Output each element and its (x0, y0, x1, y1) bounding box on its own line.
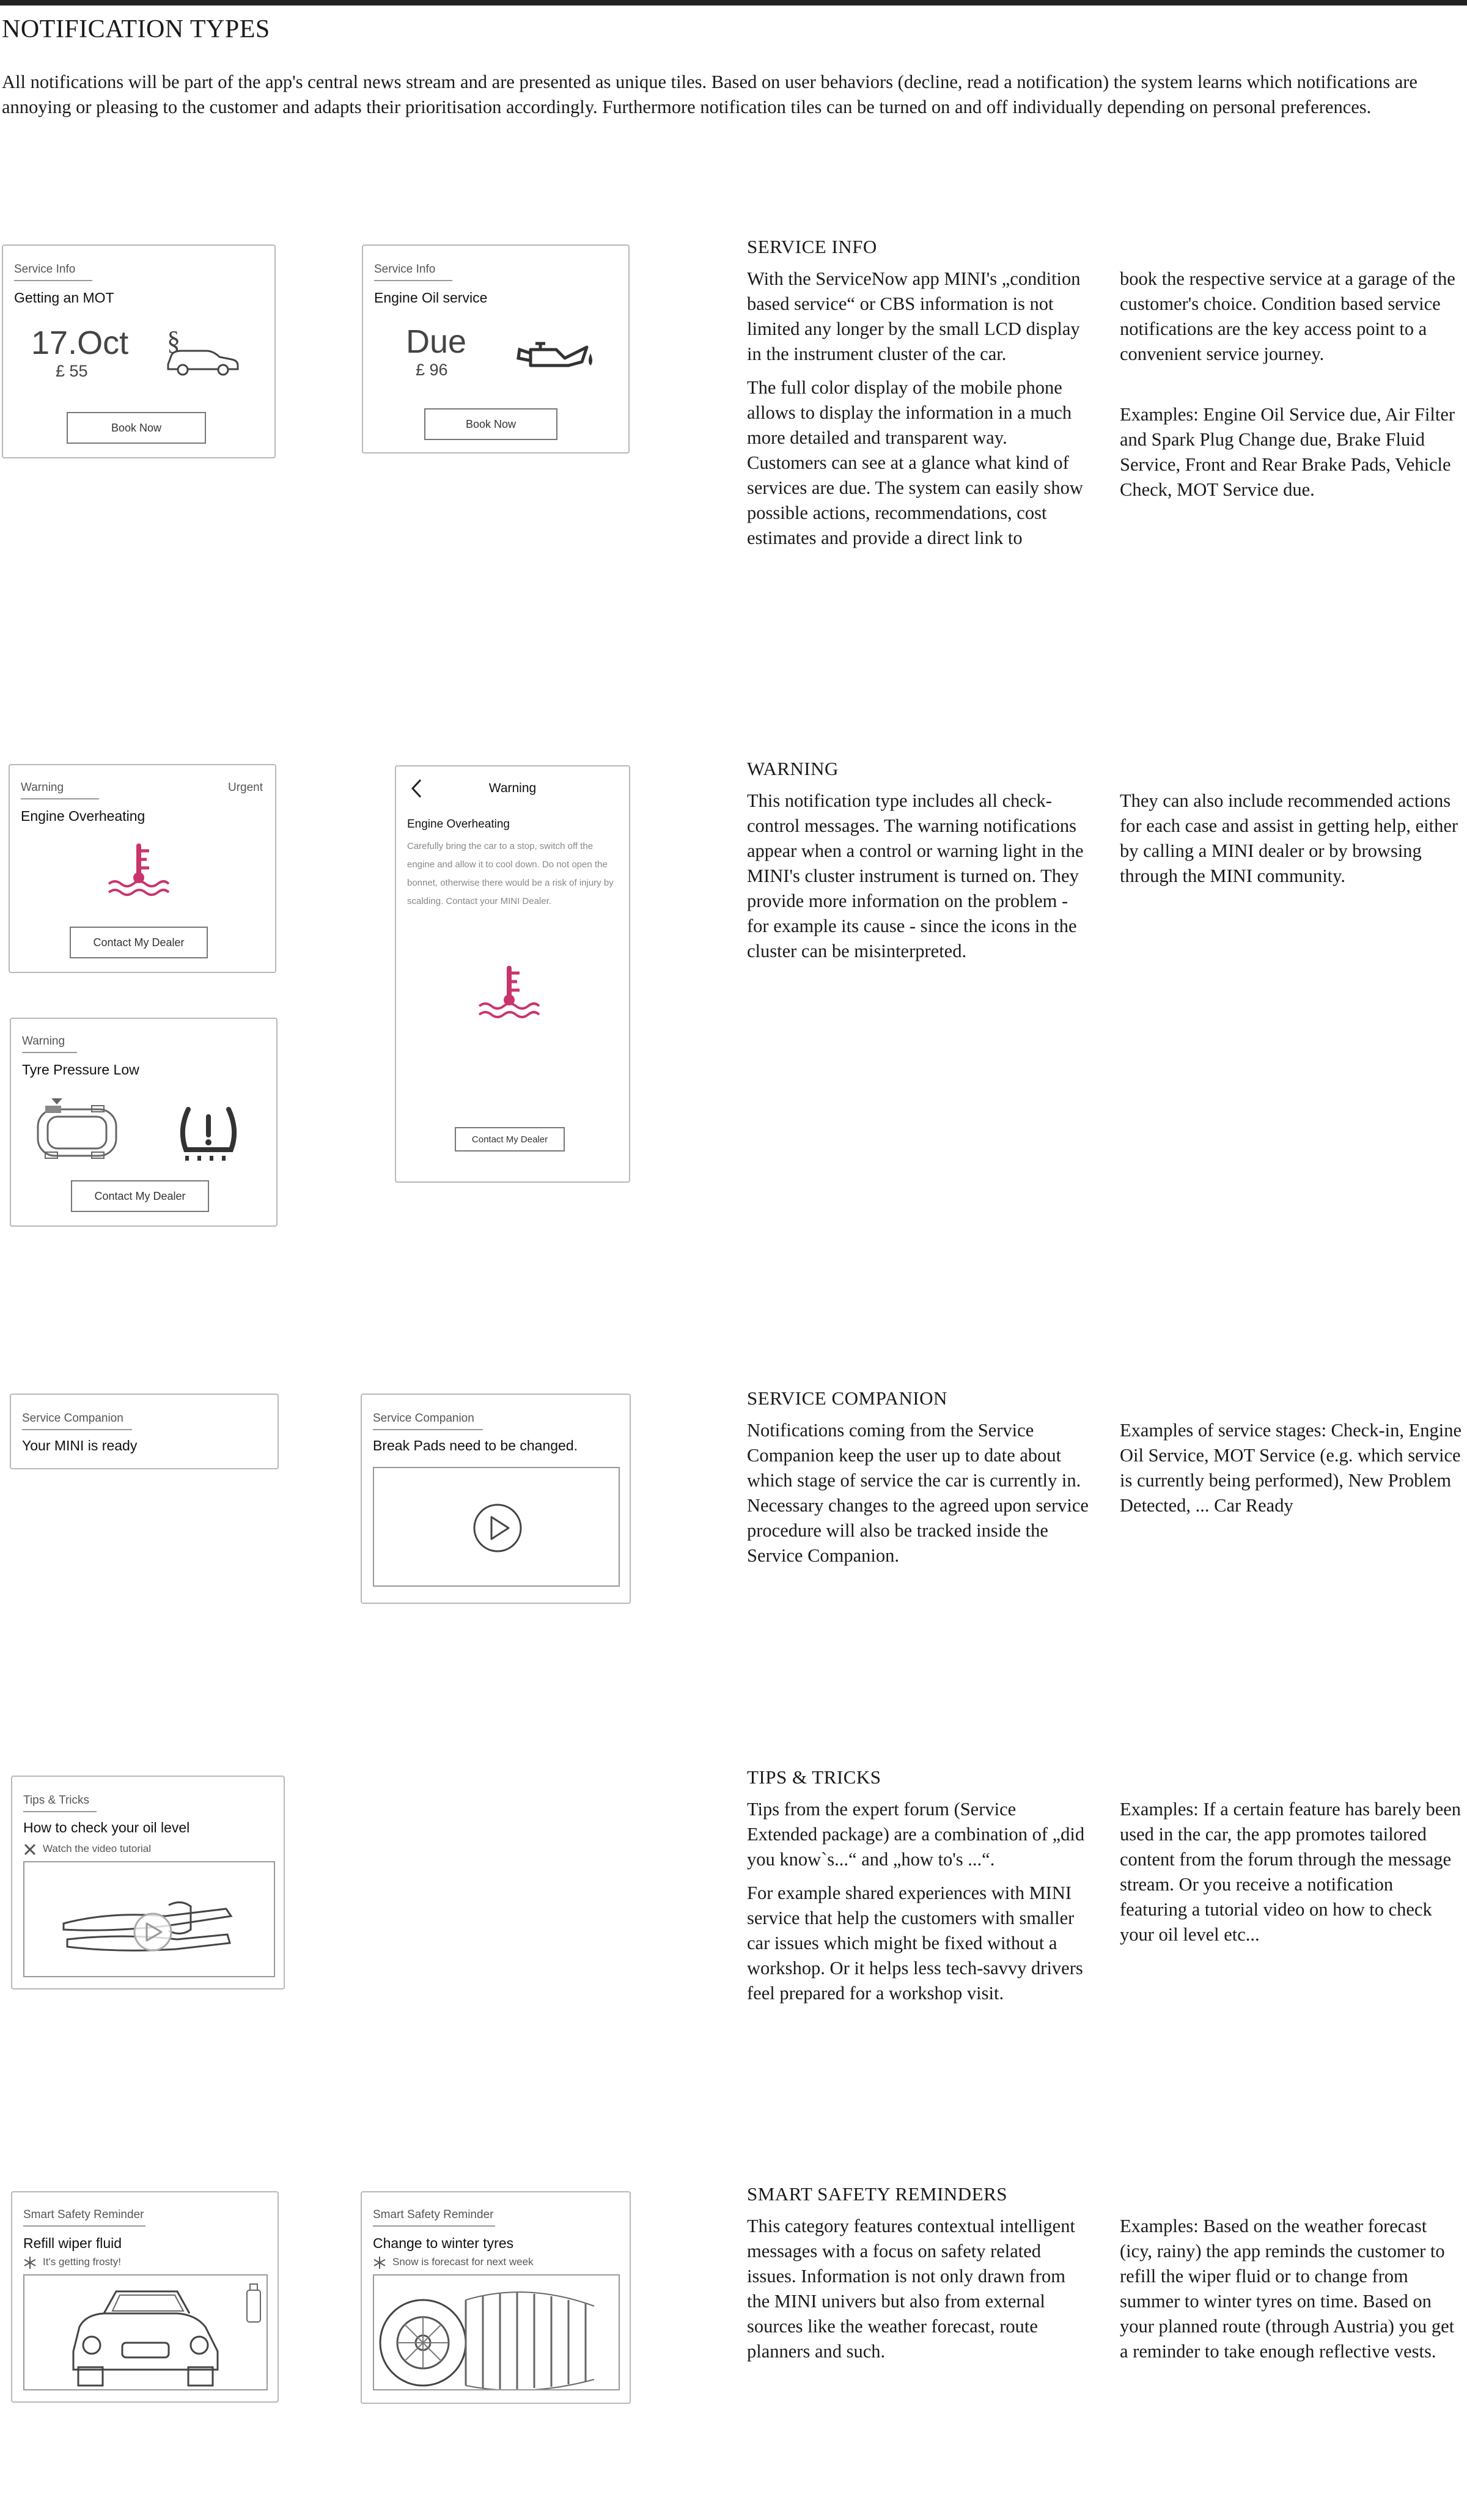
card-title: How to check your oil level (23, 1820, 190, 1835)
paragraph: With the ServiceNow app MINI's „condition based service“ or CBS information is not limited any longer by the small LCD display in the instrument cluster of the car. (747, 268, 1081, 364)
card-title: Your MINI is ready (22, 1438, 138, 1453)
card-category: Service Companion (373, 1412, 474, 1425)
companion-column-1: Notifications coming from the Service Companion keep the user up to date about which stage of service the car is currently in. Necessary changes to the agreed upon service procedure will also be tracked inside the Service Companion. (747, 1420, 1089, 1566)
card-subtitle: It's getting frosty! (43, 2256, 121, 2268)
card-subtitle: Watch the video tutorial (43, 1843, 152, 1854)
section-title-safety: SMART SAFETY REMINDERS (747, 2183, 1007, 2205)
paragraph: book the respective service at a garage of the customer's choice. Condition based service notifications are the key access point to a convenient service journey. (1120, 268, 1455, 364)
service-date: 17.Oct (31, 325, 129, 361)
tyre-pressure-icon (175, 1102, 242, 1163)
card-title: Break Pads need to be changed. (373, 1438, 578, 1453)
contact-dealer-button[interactable]: Contact My Dealer (71, 1180, 209, 1212)
divider (14, 280, 92, 281)
card-category: Warning (21, 781, 64, 794)
detail-header: Warning (488, 781, 537, 795)
snowflake-icon (23, 2256, 37, 2269)
card-title: Engine Oil service (374, 290, 488, 306)
service-info-column-2 (1120, 266, 1462, 502)
car-paragraph-icon (163, 326, 243, 377)
paragraph: For example shared experiences with MINI service that help the customers with smaller car issues which might be fixed without a workshop. Or it helps less tech-savvy drivers feel prepared for a workshop visit. (747, 1883, 1083, 2004)
paragraph: Examples: Engine Oil Service due, Air Filter and Spark Plug Change due, Brake Fluid Service, Front and Rear Brake Pads, Vehicle Check, MOT Service due. (1120, 404, 1455, 500)
intro-paragraph: All notifications will be part of the app's central news stream and are presented as unique tiles. Based on user behaviors (decline, read a notification) the system learns which notifications are annoying or pleasing to the customer and adapts their prioritisation accordingly. Furthermore notification tiles can be turned on and off individually depending on personal preferences. (2, 72, 1417, 117)
card-title: Tyre Pressure Low (22, 1062, 139, 1078)
video-thumbnail[interactable] (23, 1861, 275, 1977)
divider (373, 1429, 483, 1430)
divider (23, 1811, 97, 1812)
page-title: NOTIFICATION TYPES (2, 15, 270, 43)
urgency-label: Urgent (227, 781, 263, 794)
svg-text:§: § (167, 326, 180, 356)
divider (22, 1429, 132, 1430)
warning-engine-card[interactable] (9, 764, 276, 973)
service-price: £ 96 (416, 361, 448, 379)
section-title-tips: TIPS & TRICKS (747, 1766, 881, 1788)
coolant-temperature-icon (105, 843, 172, 898)
warning-tyre-card[interactable] (10, 1018, 278, 1227)
card-title: Engine Overheating (21, 808, 145, 824)
warning-column-1: This notification type includes all check-control messages. The warning notifications appear when a control or warning light in the MINI's cluster instrument is turned on. They provide more information on the problem - for example its cause - since the icons in the cluster can be misinterpreted. (747, 790, 1084, 961)
card-category: Warning (22, 1035, 65, 1048)
oil-can-icon (513, 331, 605, 374)
service-info-column-1 (747, 266, 1089, 551)
tyre-stack-drawing (374, 2276, 620, 2390)
safety-wiper-card[interactable] (11, 2191, 279, 2403)
section-title-service-info: SERVICE INFO (747, 236, 877, 257)
card-title: Getting an MOT (14, 290, 114, 306)
tips-card[interactable] (11, 1776, 285, 1989)
card-category: Service Companion (22, 1412, 123, 1425)
tips-column-2: Examples: If a certain feature has barely been used in the car, the app promotes tailored content from the forum through the message stream. Or you receive a notification featuring a tutorial video on how to check your oil level etc... (1120, 1799, 1461, 1945)
warning-detail-screen (395, 765, 630, 1183)
divider (374, 280, 452, 281)
coolant-temperature-icon (476, 966, 543, 1021)
tyres-illustration (373, 2274, 620, 2390)
card-category: Tips & Tricks (23, 1794, 90, 1807)
video-player[interactable] (373, 1467, 620, 1587)
detail-title: Engine Overheating (407, 818, 510, 831)
tools-illustration (61, 1881, 238, 1960)
card-category: Smart Safety Reminder (23, 2208, 144, 2221)
safety-column-2: Examples: Based on the weather forecast (icy, rainy) the app reminds the customer to refill the wiper fluid or to change from summer to winter tyres on time. Based on your planned route (through Austria) you get a reminder to take enough reflective vests. (1120, 2216, 1455, 2362)
divider (21, 798, 99, 799)
safety-tyres-card[interactable] (361, 2191, 631, 2404)
section-title-service-companion: SERVICE COMPANION (747, 1387, 947, 1409)
service-info-mot-card[interactable] (2, 244, 276, 458)
mini-car-drawing (61, 2284, 232, 2388)
card-category: Service Info (374, 263, 436, 276)
car-top-view-icon (33, 1096, 125, 1163)
card-category: Service Info (14, 263, 76, 276)
safety-column-1: This category features contextual intelligent messages with a focus on safety related issues. Information is not only drawn from the MINI univers but also from external sources like the weather forecast, route planners and such. (747, 2216, 1075, 2362)
service-status: Due (406, 323, 467, 360)
card-subtitle: Snow is forecast for next week (392, 2256, 534, 2268)
card-title: Change to winter tyres (373, 2235, 514, 2251)
divider (373, 2225, 495, 2227)
service-price: £ 55 (56, 362, 88, 380)
paragraph: The full color display of the mobile phone allows to display the information in a much more detailed and transparent way. Customers can see at a glance what kind of services are due. The system can easily show possible actions, recommendations, cost estimates and provide a direct link to (747, 377, 1083, 548)
bottle-icon (242, 2282, 264, 2324)
companion-video-card[interactable] (361, 1394, 631, 1604)
book-now-button[interactable]: Book Now (67, 412, 206, 444)
divider (22, 1052, 77, 1053)
contact-dealer-button[interactable]: Contact My Dealer (70, 927, 208, 958)
divider (23, 2225, 145, 2227)
service-info-oil-card[interactable] (362, 244, 630, 454)
card-title: Refill wiper fluid (23, 2235, 122, 2251)
detail-body: Carefully bring the car to a stop, switch off the engine and allow it to cool down. Do not open the bonnet, otherwise there would be a risk of injury by scalding. Contact your MINI Dealer. (407, 841, 614, 906)
paragraph: Tips from the expert forum (Service Extended package) are a combination of „did you know`s...“ and „how to's ...“. (747, 1799, 1085, 1870)
contact-dealer-button[interactable]: Contact My Dealer (455, 1127, 565, 1152)
tools-icon (23, 1843, 37, 1856)
warning-column-2: They can also include recommended actions for each case and assist in getting help, either by calling a MINI dealer or by browsing through the MINI community. (1120, 790, 1458, 886)
card-category: Smart Safety Reminder (373, 2208, 494, 2221)
tips-column-1 (747, 1797, 1089, 2006)
snowflake-icon (373, 2256, 386, 2269)
play-icon[interactable] (472, 1502, 523, 1554)
companion-ready-card[interactable] (10, 1394, 279, 1469)
companion-column-2: Examples of service stages: Check-in, Engine Oil Service, MOT Service (e.g. which service is currently being performed), New Problem Detected, ... Car Ready (1120, 1420, 1461, 1516)
car-illustration (23, 2274, 268, 2390)
book-now-button[interactable]: Book Now (424, 408, 557, 440)
section-title-warning: WARNING (747, 758, 839, 779)
top-rule (0, 0, 1467, 6)
